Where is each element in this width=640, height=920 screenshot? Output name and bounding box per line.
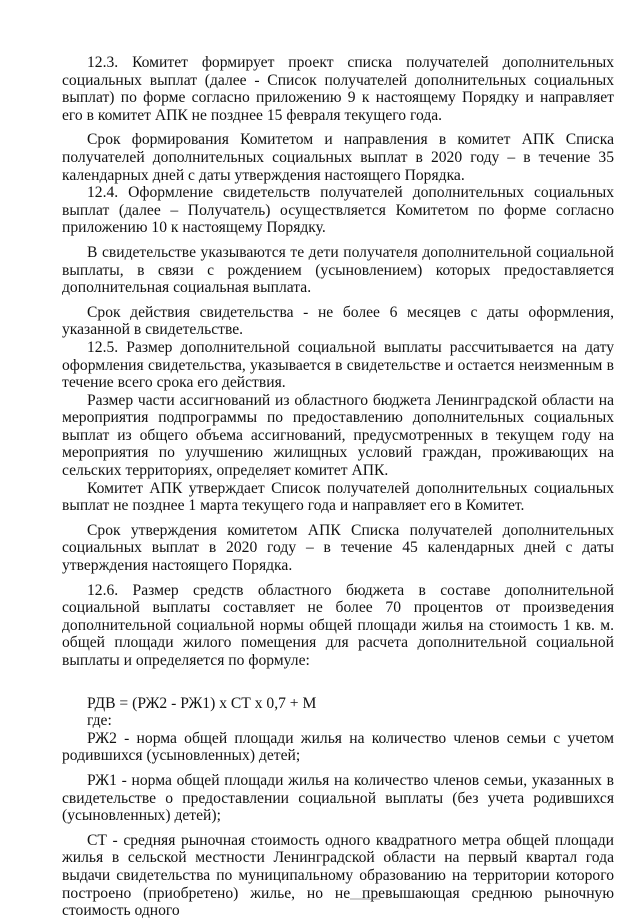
- definition-rzh2: РЖ2 - норма общей площади жилья на количество членов семьи с учетом родившихся (усыновленных) детей;: [62, 729, 614, 765]
- paragraph-12-4: 12.4. Оформление свидетельств получателей дополнительных социальных выплат (далее – Получатель) осуществляется Комитетом по форме согласно приложению 10 к настоящему Порядку.: [62, 184, 614, 237]
- definition-st: СТ - средняя рыночная стоимость одного квадратного метра общей площади жилья в сельской местности Ленинградской области на первый квартал года выдачи свидетельства по муниципальному образованию на территории которого построено (приобретено) жилье, но не превышающая среднюю рыночную стоимость одного: [62, 831, 614, 920]
- paragraph-approval-deadline: Срок утверждения комитетом АПК Списка получателей дополнительных социальных выплат в 2020 году – в течение 45 календарных дней с даты утверждения настоящего Порядка.: [62, 521, 614, 575]
- paragraph-allocation-share: Размер части ассигнований из областного бюджета Ленинградской области на мероприятия подпрограммы по предоставлению дополнительных социальных выплат из общего объема ассигнований, предусмотренных в текущем году на мероприятия по улучшению жилищных условий граждан, проживающих на сельских территориях, определяет комитет АПК.: [62, 391, 614, 480]
- paragraph-children-in-certificate: В свидетельстве указываются те дети получателя дополнительной социальной выплаты, в связи с рождением (усыновлением) которых предоставляется дополнительная социальная выплата.: [62, 243, 614, 297]
- paragraph-formation-deadline: Срок формирования Комитетом и направления в комитет АПК Списка получателей дополнительных социальных выплат в 2020 году – в течение 35 календарных дней с даты утверждения настоящего Порядка.: [62, 131, 614, 184]
- paragraph-list-approval: Комитет АПК утверждает Список получателей дополнительных социальных выплат не позднее 1 марта текущего года и направляет его в Комитет.: [62, 479, 614, 515]
- definition-rzh1: РЖ1 - норма общей площади жилья на количество членов семьи, указанных в свидетельстве о предоставлении социальной выплаты (без учета родившихся (усыновленных) детей);: [62, 771, 614, 825]
- scan-artifact: [350, 898, 380, 900]
- paragraph-12-6: 12.6. Размер средств областного бюджета в составе дополнительной социальной выплаты составляет не более 70 процентов от произведения дополнительной социальной нормы общей площади жилья на стоимость 1 кв. м. общей площади жилого помещения для расчета дополнительной социальной выплаты и определяется по формуле:: [62, 581, 614, 669]
- where-label: где:: [87, 712, 112, 730]
- paragraph-12-3: 12.3. Комитет формирует проект списка получателей дополнительных социальных выплат (далее - Список получателей дополнительных социальных выплат) по форме согласно приложению 9 к настоящему Порядку и направляет его в комитет АПК не позднее 15 февраля текущего года.: [62, 54, 614, 124]
- formula: РДВ = (РЖ2 - РЖ1) х СТ х 0,7 + М: [87, 694, 317, 712]
- paragraph-certificate-validity: Срок действия свидетельства - не более 6 месяцев с даты оформления, указанной в свидетельстве.: [62, 303, 614, 339]
- paragraph-12-5: 12.5. Размер дополнительной социальной выплаты рассчитывается на дату оформления свидетельства, указывается в свидетельстве и остается неизменным в течение всего срока его действия.: [62, 338, 614, 392]
